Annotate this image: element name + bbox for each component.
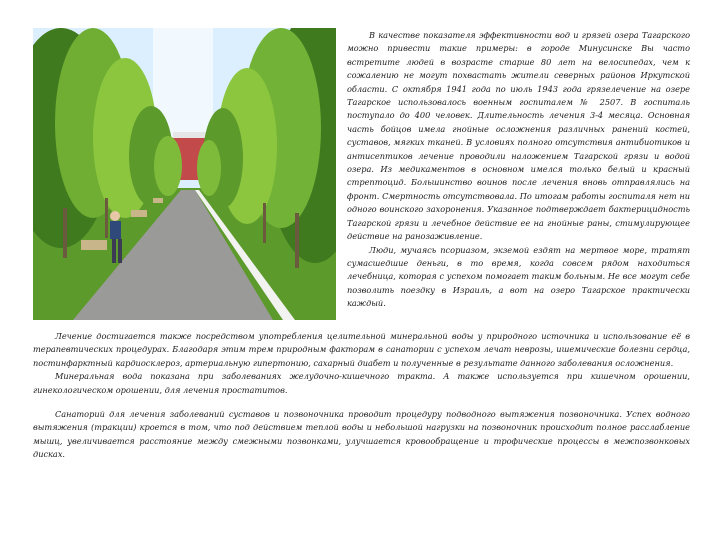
alley-photo [33, 28, 336, 320]
paragraph-hospital: В качестве показателя эффективности вод и грязей озера Тагарского можно привести такие примеры: в городе Минусинске Вы часто встретите людей в возрасте старше 80 лет на велосипедах, чем к сожалению не могут похвастать жители северных районов Иркутской области. С октября 1941 года по июль 1943 года грязелечение на озере Тагарское использовалось военным госпиталем № 2507. В госпиталь поступало до 400 человек. Длительность лечения 3-4 месяца. Основная часть бойцов имела гнойные осложнения различных ранений костей, суставов, мягких тканей. В условиях полного отсутствия антибиотиков и антисептиков лечение проводили наложением Тагарской грязи и водой озера. Из медикаментов в основном имелся только белый и красный стрептоцид. Большинство воинов после лечения вновь отправлялись на фронт. Смертность отсутствовала. По итогам работы госпиталя нет ни одного воинского захоронения. Указанное подтверждает бактерицидность Тагарской грязи и лечебное действие ее на гнойные раны, стимулирующее действие на ранозаживление. [347, 30, 690, 242]
paragraph-traction: Санаторий для лечения заболеваний суставов и позвоночника проводит процедуру подводного вытяжения позвоночника. Успех водного вытяжения (тракции) кроется в том, что под действием теплой воды и небольшой нагрузки на позвоночник происходит полное расслабление мышц, увеличивается расстояние между смежными позвонками, улучшается кровообращение и трофические процессы в межпозвонковых дисках. [33, 409, 690, 460]
paragraph-digestive: Минеральная вода показана при заболеваниях желудочно-кишечного тракта. А также используется при кишечном орошении, гинекологическом орошении, для лечения простатитов. [33, 371, 690, 395]
right-column-text [347, 29, 690, 311]
person [110, 211, 120, 221]
bottom-text [33, 330, 690, 462]
bench [81, 240, 107, 250]
paragraph-psoriasis: Люди, мучаясь псориазом, экземой ездят на мертвое море, тратят сумасшедшие деньги, в то время, когда совсем рядом находиться лечебница, которая с успехом помогает таким больным. Не все могут себе позволить поездку в Израиль, а вот на озеро Тагарское практически каждый. [347, 244, 690, 309]
tree-alley-illustration [33, 28, 336, 320]
paragraph-mineral-water: Лечение достигается также посредством употребления целительной минеральной воды у природного источника и использование её в терапевтических процедурах. Благодаря этим трем природным факторам в санатории с успехом лечат неврозы, ишемические болезни сердца, постинфарктный кардиосклероз, артериальную гипертонию, сахарный диабет и полученные в результате данного заболевания осложнения. [33, 331, 690, 368]
